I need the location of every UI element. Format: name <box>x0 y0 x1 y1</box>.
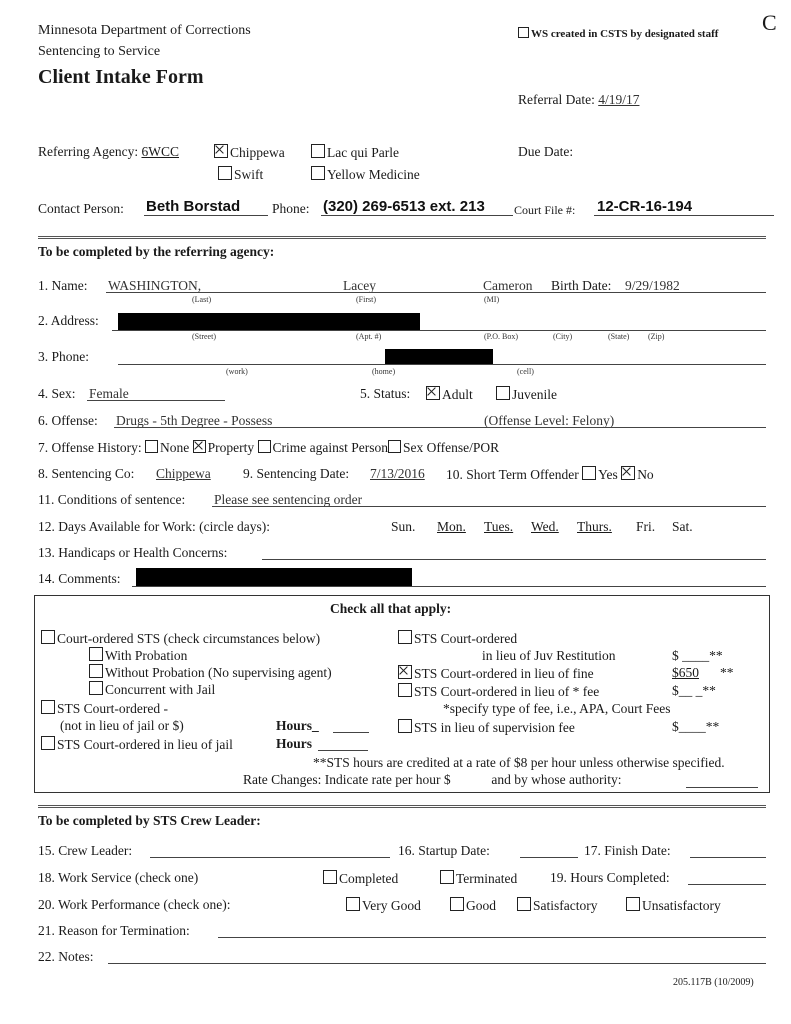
rate-text: Indicate rate per hour $ <box>324 772 451 787</box>
check-unsatisfactory[interactable] <box>626 897 640 911</box>
opt-chippewa[interactable] <box>214 144 285 161</box>
r-fine-star: ** <box>720 665 734 680</box>
referring-agency-label: Referring Agency: <box>38 144 139 159</box>
check-no[interactable] <box>621 466 635 480</box>
form-number: 205.117B (10/2009) <box>673 977 754 988</box>
sentencing-date-label: 9. Sentencing Date: <box>243 466 350 481</box>
section1-heading: To be completed by the referring agency: <box>38 244 275 259</box>
court-ordered-label: Court-ordered STS (check circumstances below) <box>57 631 321 646</box>
check-chippewa[interactable] <box>214 144 228 158</box>
address-label: 2. Address: <box>38 313 99 328</box>
day-tues[interactable]: Tues. <box>484 519 514 534</box>
contact-person-label: Contact Person: <box>38 201 124 216</box>
redaction-comments <box>136 568 412 587</box>
check-sts-court-dash[interactable] <box>41 700 55 714</box>
opt-swift[interactable] <box>218 166 263 183</box>
reason-termination-label: 21. Reason for Termination: <box>38 923 190 938</box>
hours2-label: Hours <box>276 736 313 751</box>
check-lacquiparle[interactable] <box>311 144 325 158</box>
sex-value[interactable]: Female <box>89 386 129 401</box>
referring-agency-row <box>38 144 179 160</box>
comments-label: 14. Comments: <box>38 571 121 586</box>
check-terminated[interactable] <box>440 870 454 884</box>
offense-level[interactable]: (Offense Level: Felony) <box>484 413 615 428</box>
status-adult[interactable] <box>426 386 473 403</box>
referral-date-label: Referral Date: <box>518 92 595 107</box>
offense-value[interactable]: Drugs - 5th Degree - Possess <box>116 413 273 428</box>
days-label: 12. Days Available for Work: (circle days): <box>38 519 270 534</box>
offense-label: 6. Offense: <box>38 413 98 428</box>
caption-apt: (Apt. #) <box>356 332 382 341</box>
sts-court-ordered-dash[interactable] <box>41 700 168 717</box>
opt-yellowmedicine[interactable] <box>311 166 420 183</box>
check-property[interactable] <box>193 440 206 453</box>
r-sts-court-ordered[interactable] <box>398 630 517 647</box>
yes-label: Yes <box>598 467 618 482</box>
referral-date-value[interactable]: 4/19/17 <box>598 92 640 107</box>
ws-created-label: WS created in CSTS by designated staff <box>531 28 719 40</box>
check-with-probation[interactable] <box>89 647 103 661</box>
check-supervision-fee[interactable] <box>398 719 412 733</box>
completed-label: Completed <box>339 871 399 886</box>
last-name-value[interactable]: WASHINGTON, <box>108 278 202 293</box>
corner-mark: C <box>762 10 777 35</box>
not-in-lieu-label: (not in lieu of jail or $) <box>60 718 184 733</box>
hist-none-label: None <box>160 440 190 455</box>
caption-po: (P.O. Box) <box>484 332 519 341</box>
caption-cell: (cell) <box>517 367 534 376</box>
r-fine-label: STS Court-ordered in lieu of fine <box>414 666 594 681</box>
check-juv-restitution[interactable] <box>398 630 412 644</box>
concurrent-label: Concurrent with Jail <box>105 682 216 697</box>
day-thurs[interactable]: Thurs. <box>577 519 612 534</box>
satisfactory-label: Satisfactory <box>533 898 598 913</box>
r-specify: *specify type of fee, i.e., APA, Court Fees <box>443 701 671 716</box>
hours-completed-label: 19. Hours Completed: <box>550 870 670 885</box>
r-in-lieu-fee[interactable] <box>398 683 599 700</box>
court-file-value[interactable]: 12-CR-16-194 <box>597 198 693 215</box>
check-adult[interactable] <box>426 386 440 400</box>
sentencing-co-value[interactable]: Chippewa <box>156 466 211 481</box>
opt-chippewa-label: Chippewa <box>230 145 285 160</box>
r-supervision-fee[interactable] <box>398 719 575 736</box>
no-label: No <box>637 467 654 482</box>
authority-label: and by whose authority: <box>491 772 622 787</box>
crew-leader-label: 15. Crew Leader: <box>38 843 133 858</box>
short-term-row <box>446 466 654 483</box>
middle-name-value[interactable]: Cameron <box>483 278 533 293</box>
court-file-label: Court File #: <box>514 203 576 217</box>
caption-home: (home) <box>372 367 396 376</box>
short-term-label: 10. Short Term Offender <box>446 467 579 482</box>
referral-date-row <box>518 92 639 108</box>
status-juvenile-label: Juvenile <box>512 387 557 402</box>
day-fri[interactable]: Fri. <box>636 519 656 534</box>
birth-date-label: Birth Date: <box>551 278 612 293</box>
court-ordered-sts[interactable] <box>41 630 320 647</box>
with-probation-label: With Probation <box>105 648 188 663</box>
opt-yellowmedicine-label: Yellow Medicine <box>327 167 420 182</box>
check-without-probation[interactable] <box>89 664 103 678</box>
check-sex-offense[interactable] <box>388 440 401 453</box>
history-label: 7. Offense History: <box>38 440 142 455</box>
check-in-lieu-fee[interactable] <box>398 683 412 697</box>
very-good-label: Very Good <box>362 898 421 913</box>
caption-mi: (MI) <box>484 295 500 304</box>
hours-label: Hours_ <box>276 718 319 733</box>
conditions-label: 11. Conditions of sentence: <box>38 492 186 507</box>
work-performance-label: 20. Work Performance (check one): <box>38 897 231 912</box>
check-concurrent[interactable] <box>89 681 103 695</box>
program-name: Sentencing to Service <box>38 44 161 59</box>
agency-code: 6WCC <box>141 144 179 159</box>
conditions-value[interactable]: Please see sentencing order <box>214 492 363 507</box>
notes-label: 22. Notes: <box>38 949 94 964</box>
check-sts-jail[interactable] <box>41 736 55 750</box>
contact-phone-value[interactable]: (320) 269-6513 ext. 213 <box>323 198 485 215</box>
rate-changes-label: Rate Changes: <box>243 772 322 787</box>
r-sup-amount[interactable]: $____** <box>672 719 720 734</box>
client-phone-label: 3. Phone: <box>38 349 90 364</box>
day-sat[interactable]: Sat. <box>672 519 693 534</box>
offense-history-row <box>38 440 499 456</box>
phone-label: Phone: <box>272 201 310 216</box>
terminated-label: Terminated <box>456 871 518 886</box>
check-yes[interactable] <box>582 466 596 480</box>
startup-date-label: 16. Startup Date: <box>398 843 490 858</box>
check-completed[interactable] <box>323 870 337 884</box>
without-probation-label: Without Probation (No supervising agent) <box>105 665 332 680</box>
without-probation[interactable] <box>89 664 332 681</box>
rate-changes-row <box>243 772 622 788</box>
r-juv-amount[interactable]: $ ____** <box>672 648 723 663</box>
day-sun[interactable]: Sun. <box>391 519 416 534</box>
caption-state: (State) <box>608 332 630 341</box>
opt-unsatisfactory[interactable] <box>626 897 721 914</box>
sex-label: 4. Sex: <box>38 386 76 401</box>
handicaps-label: 13. Handicaps or Health Concerns: <box>38 545 228 560</box>
check-yellowmedicine[interactable] <box>311 166 325 180</box>
ws-created-checkbox[interactable] <box>518 27 718 40</box>
caption-last: (Last) <box>192 295 212 304</box>
check-court-ordered[interactable] <box>41 630 55 644</box>
form-title: Client Intake Form <box>38 66 204 88</box>
with-probation[interactable] <box>89 647 187 664</box>
r-fine-amount[interactable]: $650 <box>672 665 699 680</box>
status-juvenile[interactable] <box>496 386 557 403</box>
r-fee-amount[interactable]: $__ _** <box>672 683 716 698</box>
section2-heading: To be completed by STS Crew Leader: <box>38 813 261 828</box>
credit-note: **STS hours are credited at a rate of $8 per hour unless otherwise specified. <box>313 755 725 770</box>
first-name-value[interactable]: Lacey <box>343 278 376 293</box>
sts-in-lieu-jail[interactable] <box>41 736 233 753</box>
r-juv-label: in lieu of Juv Restitution <box>482 648 616 663</box>
check-very-good[interactable] <box>346 897 360 911</box>
concurrent-jail[interactable] <box>89 681 215 698</box>
day-wed[interactable]: Wed. <box>531 519 559 534</box>
opt-lacquiparle[interactable] <box>311 144 399 161</box>
caption-city: (City) <box>553 332 573 341</box>
caption-work: (work) <box>226 367 248 376</box>
r-fee-label: STS Court-ordered in lieu of * fee <box>414 684 600 699</box>
caption-first: (First) <box>356 295 376 304</box>
r-supervision-label: STS in lieu of supervision fee <box>414 720 575 735</box>
opt-completed[interactable] <box>323 870 398 887</box>
r-in-lieu-fine[interactable] <box>398 665 594 682</box>
opt-lacquiparle-label: Lac qui Parle <box>327 145 399 160</box>
check-person[interactable] <box>258 440 271 453</box>
r-sts-court-label: STS Court-ordered <box>414 631 518 646</box>
caption-street: (Street) <box>192 332 216 341</box>
sts-court-dash-label: STS Court-ordered - <box>57 701 168 716</box>
check-swift[interactable] <box>218 166 232 180</box>
opt-swift-label: Swift <box>234 167 264 182</box>
check-all-title: Check all that apply: <box>330 601 452 616</box>
hist-person-label: Crime against Person <box>272 440 388 455</box>
caption-zip: (Zip) <box>648 332 665 341</box>
work-service-label: 18. Work Service (check one) <box>38 870 199 885</box>
contact-person-value[interactable]: Beth Borstad <box>146 198 241 215</box>
check-juvenile[interactable] <box>496 386 510 400</box>
check-satisfactory[interactable] <box>517 897 531 911</box>
sentencing-date-value[interactable]: 7/13/2016 <box>370 466 425 481</box>
check-in-lieu-fine[interactable] <box>398 665 412 679</box>
name-label: 1. Name: <box>38 278 88 293</box>
ws-created-box[interactable] <box>518 27 529 38</box>
due-date-label: Due Date: <box>518 144 574 159</box>
finish-date-label: 17. Finish Date: <box>584 843 671 858</box>
status-label: 5. Status: <box>360 386 411 401</box>
redaction-address <box>118 313 420 331</box>
sts-jail-label: STS Court-ordered in lieu of jail <box>57 737 233 752</box>
opt-satisfactory[interactable] <box>517 897 597 914</box>
hist-property-label: Property <box>207 440 255 455</box>
opt-good[interactable] <box>450 897 496 914</box>
opt-terminated[interactable] <box>440 870 517 887</box>
sentencing-co-label: 8. Sentencing Co: <box>38 466 135 481</box>
good-label: Good <box>466 898 496 913</box>
day-mon[interactable]: Mon. <box>437 519 466 534</box>
check-none[interactable] <box>145 440 158 453</box>
unsatisfactory-label: Unsatisfactory <box>642 898 721 913</box>
opt-very-good[interactable] <box>346 897 421 914</box>
redaction-phone <box>385 349 493 365</box>
dept-name: Minnesota Department of Corrections <box>38 23 251 38</box>
check-good[interactable] <box>450 897 464 911</box>
hist-sex-label: Sex Offense/POR <box>402 440 500 455</box>
status-adult-label: Adult <box>442 387 473 402</box>
birth-date-value[interactable]: 9/29/1982 <box>625 278 680 293</box>
